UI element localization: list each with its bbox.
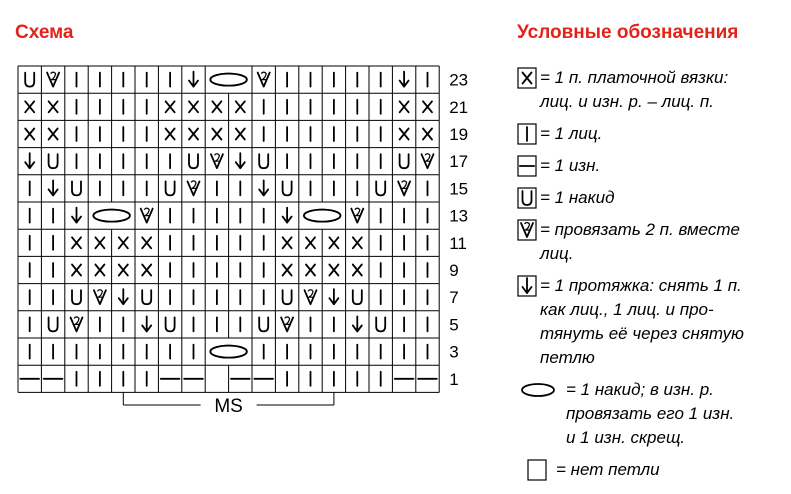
yarn-over-oval [210,346,247,358]
chart-cell [72,181,81,195]
legend-icon [517,187,537,209]
chart-cell [329,289,338,304]
chart-cell [72,290,81,304]
chart-cell [306,237,315,248]
chart-cell [49,101,58,112]
legend-text: провязать его 1 изн. [566,404,735,423]
legend-icon [520,379,556,401]
legend-text: = 1 протяжка: снять 1 п. [540,276,742,295]
chart-cell [188,181,200,196]
row-number: 23 [449,70,469,90]
chart-cell [49,129,58,140]
chart-cell [281,317,293,332]
chart-cell [72,237,81,248]
chart-cell [353,265,362,276]
chart-cell [212,129,221,140]
legend-text: = нет петли [556,460,660,479]
chart-cell [142,290,151,304]
chart-cell [400,101,409,112]
chart-cell [189,72,198,87]
chart-cell [258,72,270,87]
legend-text: = 1 накид [540,188,615,207]
chart-cell [49,154,58,168]
yarn-over-oval [304,210,341,222]
row-number: 19 [449,125,469,144]
repeat-bracket [123,392,334,417]
chart-cell [283,290,292,304]
chart-cell [306,265,315,276]
chart-cell [400,129,409,140]
chart-cell [400,154,409,168]
chart-cell [94,290,106,305]
chart-cell [376,181,385,195]
chart-cell [95,237,104,248]
grid-lines [18,66,439,392]
chart-cell [25,101,34,112]
yarn-over-oval [210,74,247,86]
legend-icon [517,219,537,241]
chart-cell [142,237,151,248]
chart-cell [142,265,151,276]
chart-cell [47,72,59,87]
row-number: 11 [449,233,467,253]
chart-cell [329,237,338,248]
chart-cell [353,316,362,331]
legend-icon [517,123,537,145]
row-number: 5 [449,315,459,335]
chart-cell [211,154,223,169]
row-number: 13 [449,206,469,226]
chart-cell [329,265,338,276]
chart-cell [95,265,104,276]
chart-cell [236,101,245,112]
chart-cell [189,101,198,112]
chart-cell [189,129,198,140]
chart-cell [353,237,362,248]
chart-cell [283,208,292,223]
chart-cell [119,289,128,304]
chart-cell [189,154,198,168]
chart-cell [423,101,432,112]
legend-icon [517,67,537,89]
row-number: 17 [449,152,469,172]
chart-cell [422,154,434,169]
chart-cell [353,290,362,304]
chart-cell [166,101,175,112]
schema-title: Схема [15,22,74,43]
yarn-over-oval [93,210,130,222]
chart-cell [25,129,34,140]
chart-cell [236,129,245,140]
chart-cell [283,237,292,248]
row-number: 9 [449,261,459,280]
legend-icon [517,155,537,177]
chart-cell [376,317,385,331]
legend-text: тянуть её через снятую [540,324,744,343]
row-number: 21 [449,97,469,117]
chart-cell [283,181,292,195]
chart-cell [25,153,34,168]
chart-cell [259,180,268,195]
row-number: 3 [449,342,459,362]
chart-cell [283,265,292,276]
legend-icon [517,275,537,297]
legend-text: = 1 изн. [540,156,601,175]
chart-cell [166,317,175,331]
chart-cell [142,316,151,331]
chart-cell [259,154,268,168]
chart-cell [259,317,268,331]
legend-text: = 1 накид; в изн. р. [566,380,714,399]
row-number: 1 [449,369,459,389]
chart-cell [400,72,409,87]
legend-text: = 1 п. платочной вязки: [540,68,729,87]
legend-text: петлю [540,348,595,367]
legend-text: как лиц., 1 лиц. и про- [540,300,714,319]
row-number: 7 [449,288,459,308]
chart-cell [351,208,363,223]
legend-text: лиц. и изн. р. – лиц. п. [540,92,714,111]
chart-cell [25,73,34,87]
chart-cell [166,129,175,140]
chart-cell [119,237,128,248]
legend-title: Условные обозначения [517,22,739,43]
legend-icon [527,459,547,481]
legend-text: и 1 изн. скрещ. [566,428,686,447]
repeat-label: MS [214,396,243,417]
row-number: 15 [449,179,469,199]
chart-cell [166,181,175,195]
chart-cell [141,208,153,223]
legend-text: = провязать 2 п. вместе [540,220,740,239]
chart-cell [71,317,83,332]
chart-cell [423,129,432,140]
chart-cell [398,181,410,196]
chart-cell [236,153,245,168]
chart-cell [212,101,221,112]
chart-cell [305,290,317,305]
legend-text: = 1 лиц. [540,124,603,143]
chart-cell [119,265,128,276]
chart-cell [72,208,81,223]
chart-cell [49,180,58,195]
chart-cell [49,317,58,331]
legend-text: лиц. [540,244,574,263]
chart-cell [72,265,81,276]
